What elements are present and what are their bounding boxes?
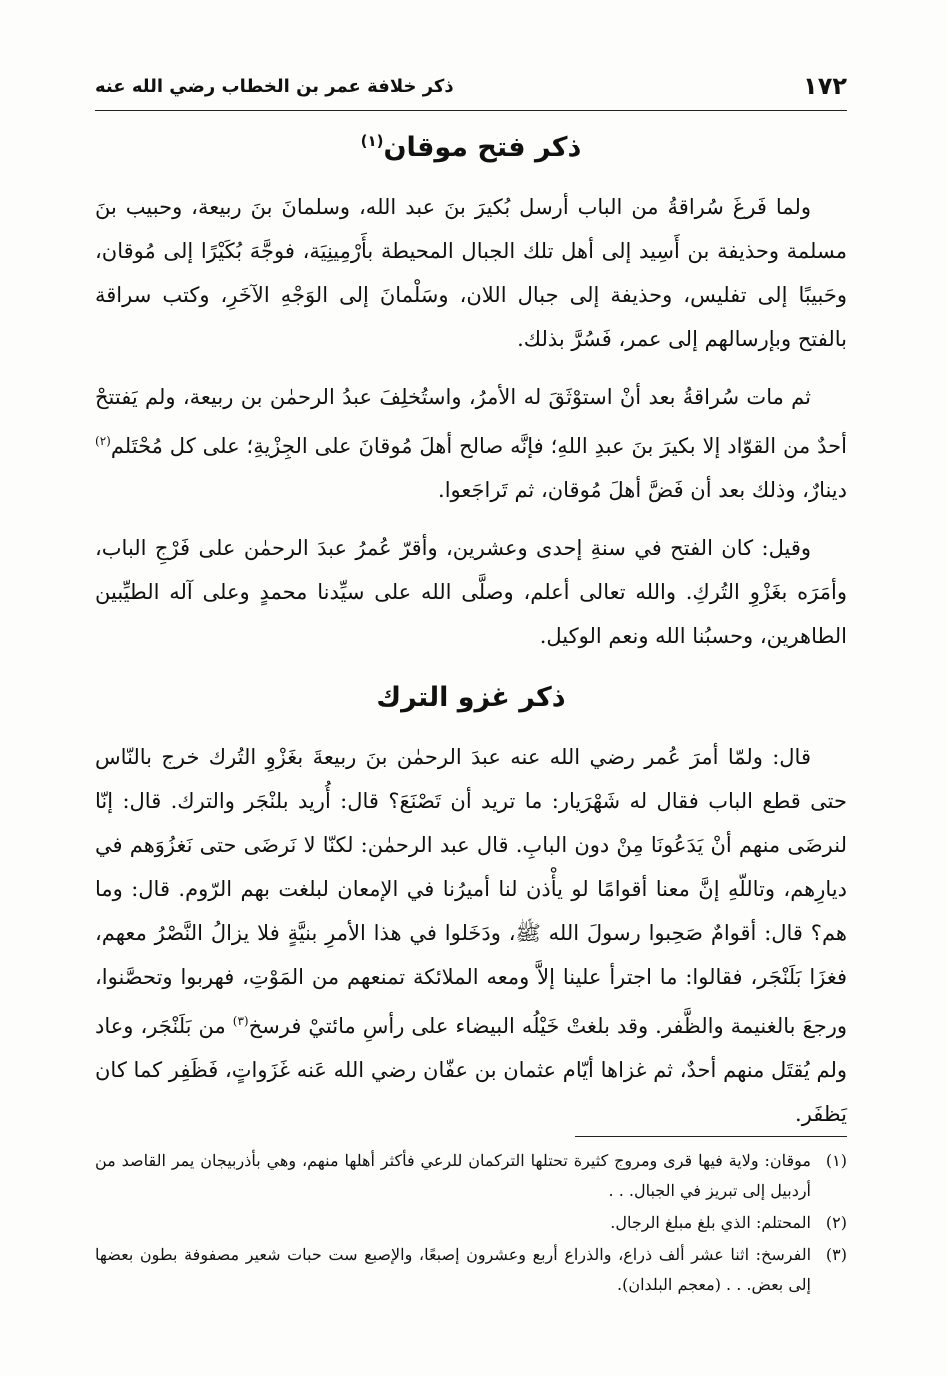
footnote-number: (١)	[825, 1151, 847, 1170]
paragraph-text: من بَلَنْجَر، وعاد ولم يُقتَل منهم أحدٌ، ثم غزاها أيّام عثمان بن عفّان رضي الله عَنه غَزَواتٍ، فَظَفِر كما كان يَظفَر.	[95, 1014, 847, 1127]
footnote-rule	[575, 1136, 847, 1137]
header-rule	[95, 110, 847, 111]
paragraph-text: ثم مات سُراقةُ بعد أنْ استوْثَقَ له الأمرُ، واستُخلِفَ عبدُ الرحمٰن بن ربيعة، ولم يَفتتحْ أحدٌ من القوّاد إلا بكيرَ بنَ عبدِ اللهِ؛ فإنَّه صالح أهلَ مُوقانَ على الجِزْيةِ؛ على كل مُحْتَلم	[95, 385, 847, 459]
paragraph	[95, 735, 847, 1136]
footnotes	[95, 1146, 847, 1302]
section-title-mouqan	[95, 130, 847, 165]
footnote-item	[95, 1208, 847, 1238]
section-title-text: ذكر فتح موقان	[383, 132, 582, 163]
footnote-number: (٣)	[825, 1245, 847, 1264]
footnote-body: اثنا عشر ألف ذراع، والذراع أربع وعشرون إصبعًا، والإصبع ست حبات شعير مصفوفة بطون بعضها إلى بعض. . . (معجم البلدان).	[95, 1245, 811, 1294]
footnote-ref: (١)	[360, 132, 384, 150]
main-text	[95, 122, 847, 1150]
running-header	[95, 66, 847, 106]
footnote-ref: (٢)	[95, 434, 111, 449]
running-title: ذكر خلافة عمر بن الخطاب رضي الله عنه	[95, 75, 454, 97]
footnote-item	[95, 1240, 847, 1300]
paragraph: وقيل: كان الفتح في سنةِ إحدى وعشرين، وأقرّ عُمرُ عبدَ الرحمٰن على فَرْجِ الباب، وأمَرَه بغَزْوِ التُركِ. والله تعالى أعلم، وصلَّى الله على سيِّدنا محمدٍ وعلى آله الطيِّبين الطاهرين، وحسبُنا الله ونعم الوكيل.	[95, 536, 847, 649]
footnote-label: المحتلم:	[755, 1213, 811, 1232]
footnote-item	[95, 1146, 847, 1206]
footnote-label: الفرسخ:	[755, 1245, 812, 1264]
footnote-text	[95, 1146, 811, 1206]
footnote-ref: (٣)	[232, 1014, 249, 1029]
footnote-text	[95, 1208, 811, 1238]
footnote-text	[95, 1240, 811, 1300]
footnote-body: ولاية فيها قرى ومروج كثيرة تحتلها التركمان للرعي فأكثر أهلها منهم، وهي بأذربيجان يمر القاصد من أردبيل إلى تبريز في الجبال. . .	[95, 1151, 811, 1200]
paragraph-text: دينارٌ، وذلك بعد أن فَضَّ أهلَ مُوقان، ثم تَراجَعوا.	[438, 478, 847, 503]
paragraph-text: قال: ولمّا أمرَ عُمر رضي الله عنه عبدَ الرحمٰن بنَ ربيعةَ بغَزْوِ التُرك خرج بالنّاس حتى قطع الباب فقال له شَهْرَيار: ما تريد أن تَصْنَعَ؟ قال: أُريد بلنْجَر والترك. قال: إنّا لنرضَى منهم أنْ يَدَعُونَا مِنْ دون البابِ. قال عبد الرحمٰن: لكنّا لا نَرضَى حتى نَغزُوَهم في ديارِهم، وتاللّهِ إنَّ معنا أقوامًا لو يأْذن لنا أميرُنا في الإمعان لبلغت بهم الرّوم. قال: وما هم؟ قال: أقوامٌ صَحِبوا رسولَ الله ﷺ، ودَخَلوا في هذا الأمرِ بنيَّةٍ فلا يزالُ النَّصْرُ معهم، فغزَا بَلَنْجَر، فقالوا: ما اجترأ علينا إلاَّ ومعه الملائكة تمنعهم من المَوْتِ، فهربوا وتحصَّنوا، ورجعَ بالغنيمة والظَّفر. وقد بلغتْ خَيْلُه البيضاء على رأسِ مائتيْ فرسخ	[95, 745, 848, 1039]
footnote-label: موقان:	[764, 1151, 811, 1170]
footnote-body: الذي بلغ مبلغ الرجال.	[610, 1213, 756, 1232]
footnote-number: (٢)	[825, 1213, 847, 1232]
page-number: ١٧٢	[803, 72, 847, 100]
paragraph: ولما فَرغَ سُراقةُ من الباب أرسل بُكيرَ بنَ عبد الله، وسلمانَ بنَ ربيعة، وحبيب بنَ مسلمة وحذيفة بن أَسِيد إلى أهل تلك الجبال المحيطة بأَرْمِينِيَة، فوجَّهَ بُكَيْرًا إلى مُوقان، وحَبيبًا إلى تفليس، وحذيفة إلى جبال اللان، وسَلْمانَ إلى الوَجْهِ الآخَرِ، وكتب سراقة بالفتح وبإرسالهم إلى عمر، فَسُرَّ بذلك.	[95, 195, 847, 352]
paragraph	[95, 375, 847, 512]
section-title-turks: ذكر غزو الترك	[376, 682, 566, 714]
